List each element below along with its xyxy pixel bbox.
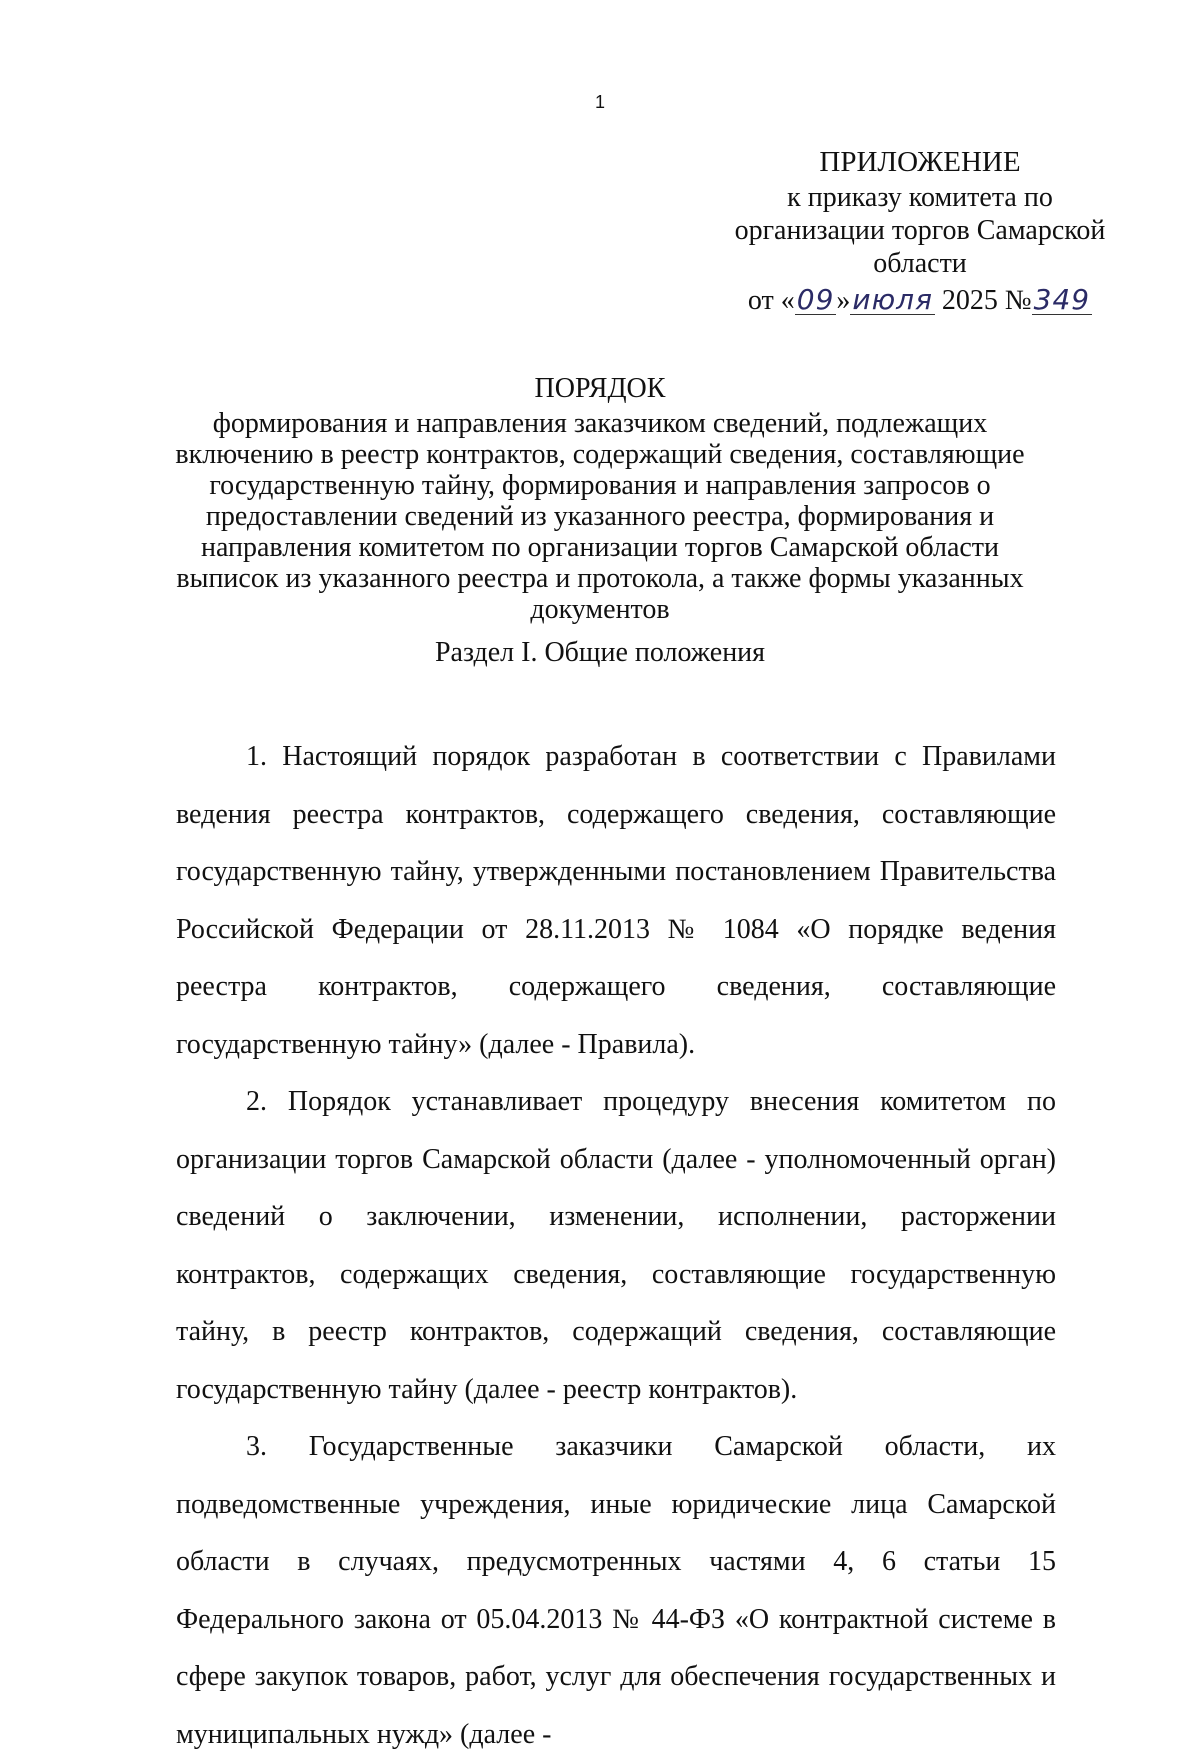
date-year: 2025 № (941, 285, 1032, 316)
order-subtitle: формирования и направления заказчиком сведений, подлежащих включению в реестр контрактов, содержащий сведения, составляющие государственную тайну, формирования и направления запросов о предоставлении сведений из указанного реестра, формирования и направления комитетом по организации торгов Самарской области выписок из указанного реестра и протокола, а также формы указанных документов (175, 408, 1025, 625)
paragraph: 1. Настоящий порядок разработан в соответствии с Правилами ведения реестра контрактов, содержащего сведения, составляющие государственную тайну, утвержденными постановлением Правительства Российской Федерации от 28.11.2013 № 1084 «О порядке ведения реестра контрактов, содержащего сведения, составляющие государственную тайну» (далее - Правила). (176, 741, 1056, 1060)
annex-line: к приказу комитета по (787, 182, 1053, 213)
annex-date-line (690, 284, 1150, 317)
paragraph: 2. Порядок устанавливает процедуру внесения комитетом по организации торгов Самарской области (далее - уполномоченный орган) сведений о заключении, изменении, исполнении, расторжении контрактов, содержащих сведения, составляющие государственную тайну, в реестр контрактов, содержащий сведения, составляющие государственную тайну (далее - реестр контрактов). (176, 1086, 1056, 1405)
handwritten-month: июля (852, 283, 933, 316)
section-heading: Раздел I. Общие положения (434, 637, 766, 668)
handwritten-order-number: 349 (1033, 283, 1091, 316)
annex-line: организации торгов Самарской (734, 215, 1106, 246)
body-text (176, 728, 1056, 1763)
order-title: ПОРЯДОК (534, 373, 666, 404)
date-prefix: от « (747, 285, 795, 316)
annex-title: ПРИЛОЖЕНИЕ (819, 146, 1021, 178)
paragraph: 3. Государственные заказчики Самарской области, их подведомственные учреждения, иные юридические лица Самарской области в случаях, предусмотренных частями 4, 6 статьи 15 Федерального закона от 05.04.2013 № 44-ФЗ «О контрактной системе в сфере закупок товаров, работ, услуг для обеспечения государственных и муниципальных нужд» (далее - (176, 1431, 1056, 1750)
date-mid: » (836, 285, 851, 316)
handwritten-day: 09 (796, 283, 835, 316)
page-number: 1 (594, 92, 605, 112)
annex-line: области (873, 248, 967, 279)
annex-block (690, 146, 1150, 317)
